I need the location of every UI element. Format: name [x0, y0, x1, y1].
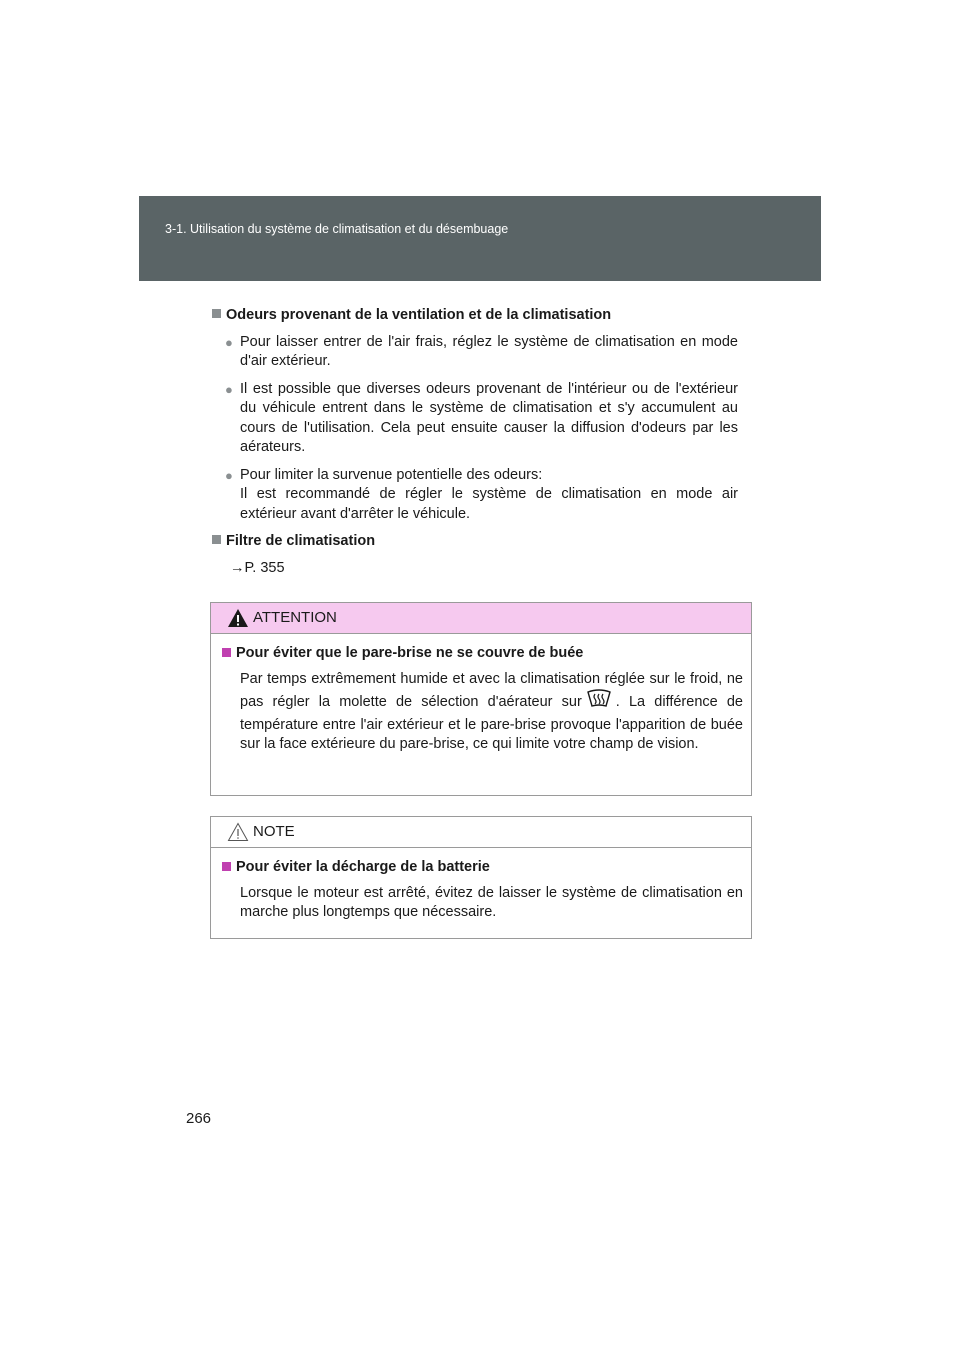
list-item: ● Pour laisser entrer de l'air frais, réglez le système de climatisation en mode d'air extérieur. [225, 333, 738, 372]
bullet-dot-icon: ● [225, 334, 233, 350]
attention-box [210, 602, 752, 796]
bullet-dot-icon: ● [225, 381, 233, 397]
note-box [210, 816, 752, 939]
list-item: ● Pour limiter la survenue potentielle des odeurs: Il est recommandé de régler le système de climatisation en mode air extérieur avant d'arrêter le véhicule. [225, 466, 738, 525]
note-heading: Pour éviter la décharge de la batterie [222, 858, 743, 878]
chapter-title: 3-1. Utilisation du système de climatisation et du désembuage [165, 222, 509, 236]
note-label: NOTE [253, 823, 295, 840]
note-header [211, 817, 751, 848]
list-item: ● Il est possible que diverses odeurs provenant de l'intérieur ou de l'extérieur du véhicule entrent dans le système de climatisation et s'y accumulent au cours de l'utilisation. Cela peut ensuite causer la diffusion d'odeurs par les aérateurs. [225, 380, 738, 458]
warning-icon [227, 608, 249, 628]
square-bullet-icon [212, 309, 221, 318]
arrow-right-icon: → [230, 559, 245, 576]
attention-label: ATTENTION [253, 609, 337, 626]
bullet-dot-icon: ● [225, 467, 233, 483]
page-number: 266 [186, 1110, 212, 1127]
chapter-header [139, 196, 821, 281]
page-reference[interactable]: →P. 355 [230, 559, 285, 576]
attention-text: Par temps extrêmement humide et avec la climatisation réglée sur le froid, ne pas régler la molette de sélection d'aérateur sur . La différence de température entre l'air extérieur et le pare-brise provoque l'apparition de buée sur la face extérieure du pare-brise, ce qui limite votre champ de vision. [240, 670, 743, 752]
attention-heading: Pour éviter que le pare-brise ne se couvre de buée [222, 644, 743, 664]
square-bullet-icon [212, 535, 221, 544]
square-bullet-icon [222, 862, 231, 871]
section-heading-odeurs: Odeurs provenant de la ventilation et de la climatisation [212, 306, 738, 326]
attention-header [211, 603, 751, 634]
square-bullet-icon [222, 648, 231, 657]
main-content [212, 306, 738, 578]
note-text: Lorsque le moteur est arrêté, évitez de laisser le système de climatisation en marche plus longtemps que nécessaire. [240, 884, 743, 920]
section-heading-filtre: Filtre de climatisation [212, 532, 738, 552]
windshield-defrost-icon [586, 689, 612, 716]
caution-outline-icon [227, 822, 249, 842]
